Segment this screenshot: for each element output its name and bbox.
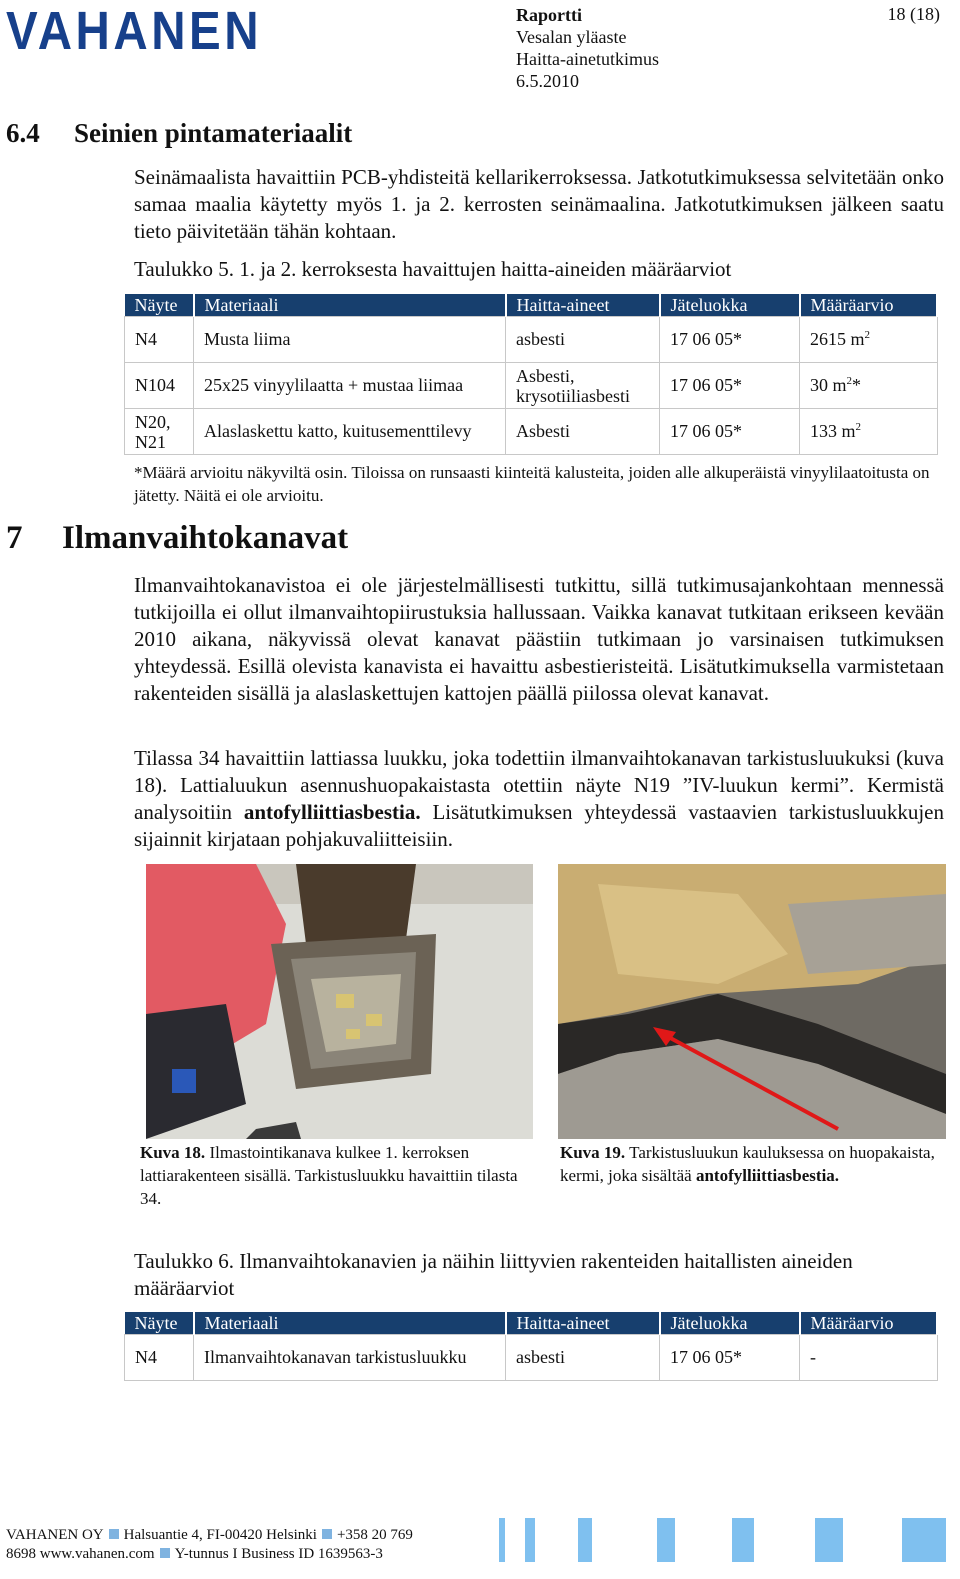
col-amount: Määräarvio [800, 1312, 938, 1335]
cell-amount: 2615 $m^2$ [800, 317, 938, 363]
cell-material: Musta liima [194, 317, 506, 363]
cell-class: 17 06 05* [660, 409, 800, 455]
col-substances: Haitta-aineet [506, 294, 660, 317]
cell-class: 17 06 05* [660, 317, 800, 363]
footer-decor-bar [657, 1518, 675, 1562]
document-header [516, 4, 659, 92]
table-5-caption: Taulukko 5. 1. ja 2. kerroksesta havaittujen haitta-aineiden määräarviot [134, 257, 732, 281]
figure-19-caption: Kuva 19. Tarkistusluukun kauluksessa on huopakaista, kermi, joka sisältää antofylliittiasbestia. [560, 1143, 935, 1185]
col-waste-class: Jäteluokka [660, 294, 800, 317]
footer-decor-bar [732, 1518, 754, 1562]
col-material: Materiaali [194, 1312, 506, 1335]
figure-18-photo [146, 864, 533, 1139]
footer-decor-bar [815, 1518, 843, 1562]
table-5-footnote: *Määrä arvioitu näkyviltä osin. Tiloissa on runsaasti kiinteitä kalusteita, joiden alle alkuperäistä vinyylilaatoitusta on jätetty. Näitä ei ole arvioitu. [134, 463, 930, 505]
col-substances: Haitta-aineet [506, 1312, 660, 1335]
figure-18-caption: Kuva 18. Ilmastointikanava kulkee 1. kerroksen lattiarakenteen sisällä. Tarkistusluukku havaittiin tilasta 34. [140, 1143, 518, 1208]
col-amount: Määräarvio [800, 294, 938, 317]
footer-decor-bar [499, 1518, 505, 1562]
section-7-paragraph-2: Tilassa 34 havaittiin lattiassa luukku, joka todettiin ilmanvaihtokanavan tarkistusluukuksi (kuva 18). Lattialuukun asennushuopakaistasta otettiin näyte N19 ”IV-luukun kermi”. Kermistä analysoitiin antofylliittiasbestia. Lisätutkimuksen yhteydessä vastaavien tarkistusluukkujen sijainnit kirjataan pohjakuvaliitteisiin. [134, 746, 944, 851]
header-date: 6.5.2010 [516, 71, 579, 91]
table-6-caption: Taulukko 6. Ilmanvaihtokanavien ja näihin liittyvien rakenteiden haitallisten aineiden määräarviot [134, 1249, 853, 1300]
col-sample: Näyte [125, 1312, 194, 1335]
cell-sample: N4 [125, 317, 194, 363]
cell-sample: N4 [125, 1335, 194, 1381]
cell-material: Ilmanvaihtokanavan tarkistusluukku [194, 1335, 506, 1381]
page-number: 18 (18) [887, 4, 940, 24]
report-type: Raportti [516, 5, 582, 25]
table-6 [124, 1312, 938, 1381]
felt-strip-photo-image [558, 864, 946, 1139]
vahanen-logo: VAHANEN [6, 1, 263, 61]
cell-class: 17 06 05* [660, 363, 800, 409]
cell-class: 17 06 05* [660, 1335, 800, 1381]
cell-substance: asbesti [506, 317, 660, 363]
floor-hatch-photo-image [146, 864, 533, 1139]
cell-amount: - [800, 1335, 938, 1381]
cell-substance: Asbesti, krysotiiliasbesti [506, 363, 660, 409]
footer-line-2: 8698 www.vahanen.com Y-tunnus I Business ID 1639563-3 [6, 1546, 383, 1562]
footer-decor-bar [902, 1518, 946, 1562]
col-waste-class: Jäteluokka [660, 1312, 800, 1335]
chapter-heading-7: 7 Ilmanvaihtokanavat [6, 520, 349, 556]
cell-substance: Asbesti [506, 409, 660, 455]
table-header-row [125, 1312, 938, 1335]
section-6-4-paragraph: Seinämaalista havaittiin PCB-yhdisteitä kellarikerroksessa. Jatkotutkimuksessa selvitetään onko samaa maalia käytetty myös 1. ja 2. kerrosten seinämaalina. Jatkotutkimuksen jälkeen saatu tieto päivitetään tähän kohtaan. [134, 165, 944, 243]
cell-substance: asbesti [506, 1335, 660, 1381]
cell-amount: 30 $m^2*$ [800, 363, 938, 409]
table-row [125, 317, 938, 363]
header-line-1: Vesalan yläaste [516, 27, 627, 47]
cell-sample: N104 [125, 363, 194, 409]
col-material: Materiaali [194, 294, 506, 317]
header-line-2: Haitta-ainetutkimus [516, 49, 659, 69]
footer-decor-bar [525, 1518, 535, 1562]
cell-sample: N20, N21 [125, 409, 194, 455]
section-heading-6-4: 6.4 Seinien pintamateriaalit [6, 118, 353, 148]
table-5 [124, 294, 938, 455]
cell-material: Alaslaskettu katto, kuitusementtilevy [194, 409, 506, 455]
col-sample: Näyte [125, 294, 194, 317]
table-row [125, 363, 938, 409]
table-row [125, 1335, 938, 1381]
cell-amount: 133 $m^2$ [800, 409, 938, 455]
table-row [125, 409, 938, 455]
figure-19-photo [558, 864, 946, 1139]
section-7-paragraph-1: Ilmanvaihtokanavistoa ei ole järjestelmällisesti tutkittu, sillä tutkimusajankohtaan mennessä tutkijoilla ei ollut ilmanvaihtopiirustuksia hallussaan. Vaikka kanavat tutkitaan erikseen kevään 2010 aikana, näkyvissä olevat kanavat päästiin tutkimaan jo varsinaisen tutkimuksen yhteydessä. Esillä olevista kanavista ei havaittu asbestieristeitä. Lisätutkimuksella varmistetaan rakenteiden sisällä ja alaslaskettujen kattojen päällä piilossa olevat kanavat. [134, 573, 944, 705]
footer-line-1: VAHANEN OY Halsuantie 4, FI-00420 Helsinki +358 20 769 [6, 1527, 413, 1543]
table-header-row [125, 294, 938, 317]
cell-material: 25x25 vinyylilaatta + mustaa liimaa [194, 363, 506, 409]
footer-decor-bar [578, 1518, 592, 1562]
